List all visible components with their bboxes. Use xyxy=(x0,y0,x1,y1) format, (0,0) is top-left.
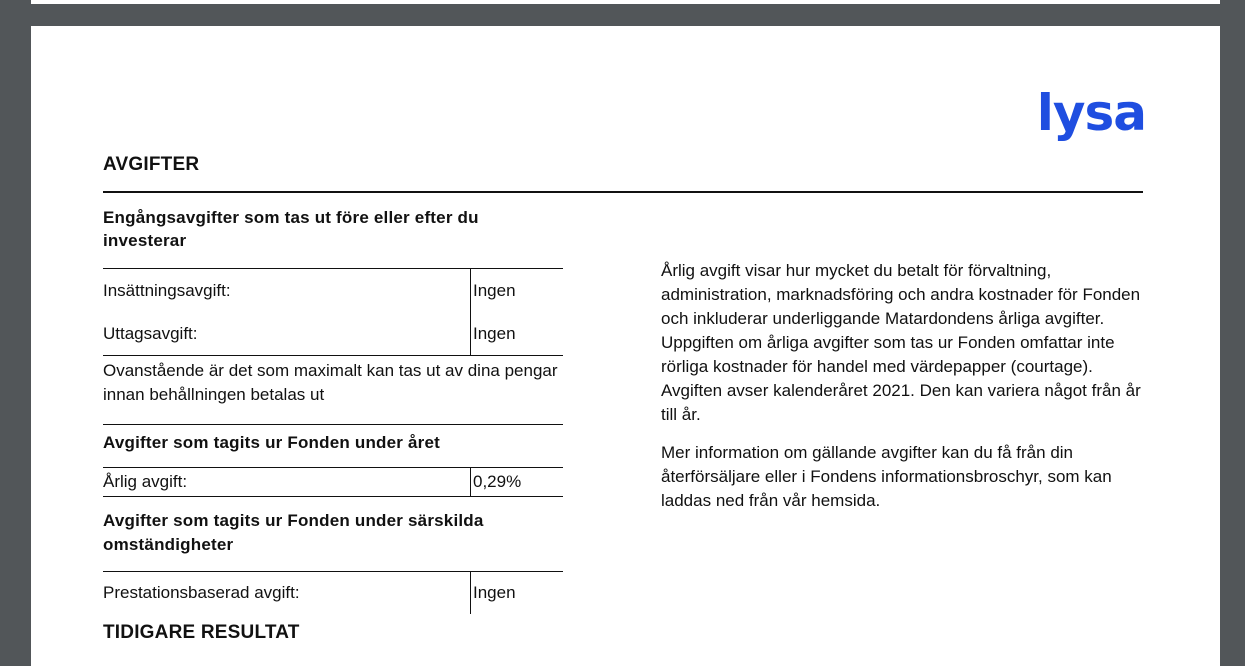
one-time-fees-heading: Engångsavgifter som tas ut före eller efter du investerar xyxy=(103,208,479,250)
section-divider xyxy=(103,191,1143,193)
lysa-logo: lysa xyxy=(1036,84,1146,142)
fees-description xyxy=(661,259,1149,527)
fee-label: Insättningsavgift: xyxy=(103,280,231,300)
annual-fee-explanation: Årlig avgift visar hur mycket du betalt för förvaltning, administration, marknadsföring och andra kostnader för Fonden och inkluderar underliggande Matardondens årliga avgifter. Uppgiften om årliga avgifter som tas ur Fonden omfattar inte rörliga kostnader för handel med värdepapper (courtage). Avgiften avser kalenderåret 2021. Den kan variera något från år till år. xyxy=(661,261,1141,424)
fee-value: Ingen xyxy=(470,269,563,312)
fee-row-deposit xyxy=(103,269,563,312)
document-page xyxy=(31,26,1220,666)
section-title-fees: AVGIFTER xyxy=(103,154,200,175)
fee-row-performance xyxy=(103,572,563,614)
fee-row-withdrawal xyxy=(103,312,563,355)
fee-row-annual xyxy=(103,468,563,496)
one-time-fees-table xyxy=(103,268,563,355)
fee-label: Uttagsavgift: xyxy=(103,323,198,343)
annual-fees-table xyxy=(103,467,563,496)
fee-label: Prestationsbaserad avgift: xyxy=(103,583,300,602)
fee-value: 0,29% xyxy=(470,468,563,496)
fee-label: Årlig avgift: xyxy=(103,472,188,491)
one-time-fees-note: Ovanstående är det som maximalt kan tas ut av dina pengar innan behållningen betalas ut xyxy=(103,355,563,424)
fees-left-column xyxy=(103,206,565,614)
special-fees-table xyxy=(103,571,563,614)
annual-fees-heading: Avgifter som tagits ur Fonden under året xyxy=(103,424,563,467)
section-title-past-results: TIDIGARE RESULTAT xyxy=(103,622,300,643)
previous-page-edge xyxy=(31,0,1220,4)
fee-value: Ingen xyxy=(470,572,563,614)
fee-value: Ingen xyxy=(470,312,563,355)
more-info-paragraph: Mer information om gällande avgifter kan du få från din återförsäljare eller i Fondens informationsbroschyr, som kan laddas ned från vår hemsida. xyxy=(661,443,1112,510)
special-fees-heading: Avgifter som tagits ur Fonden under särskilda omständigheter xyxy=(103,496,563,571)
